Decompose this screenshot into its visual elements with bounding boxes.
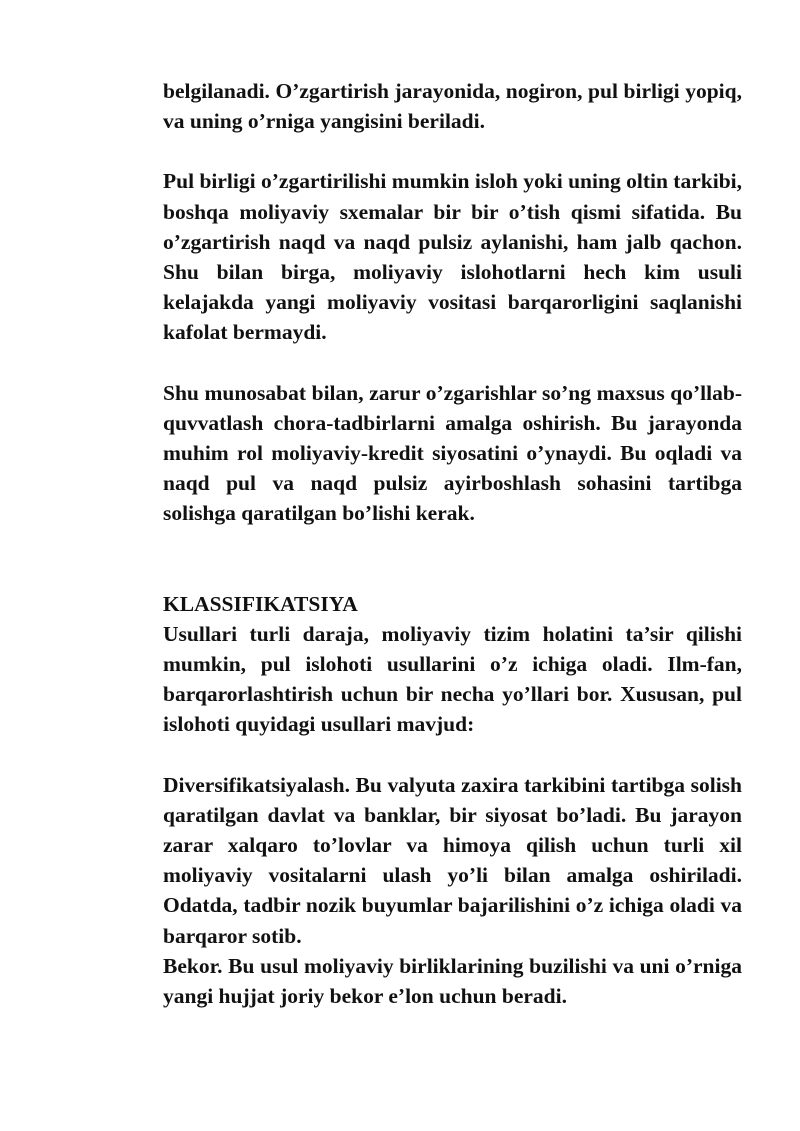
section-heading: KLASSIFIKATSIYA (163, 591, 358, 616)
section-spacer (163, 529, 742, 589)
paragraph-3: Shu munosabat bilan, zarur o’zgarishlar so’ng maxsus qo’llab-quvvatlash chora-tadbirlarni amalga oshirish. Bu jarayonda muhim rol moliyaviy-kredit siyosatini o’ynaydi. Bu oqladi va naqd pul va naqd pulsiz ayirboshlash sohasini tartibga solishga qaratilgan bo’lishi kerak. (163, 380, 742, 526)
method-paragraph-cancellation: Bekor. Bu usul moliyaviy birliklarining buzilishi va uni o’rniga yangi hujjat joriy bekor e’lon uchun beradi. (163, 953, 742, 1009)
document-page (163, 76, 742, 1011)
paragraph-1: belgilanadi. O’zgartirish jarayonida, nogiron, pul birligi yopiq, va uning o’rniga yangisini beriladi. (163, 79, 742, 134)
paragraph-2: Pul birligi o’zgartirilishi mumkin isloh yoki uning oltin tarkibi, boshqa moliyaviy sxemalar bir bir o’tish qismi sifatida. Bu o’zgartirish naqd va naqd pulsiz aylanishi, ham jalb qachon. Shu bilan birga, moliyaviy islohotlarni hech kim usuli kelajakda yangi moliyaviy vositasi barqarorligini saqlanishi kafolat bermaydi. (163, 169, 742, 345)
paragraph-spacer (163, 740, 742, 770)
section-intro-paragraph: Usullari turli daraja, moliyaviy tizim holatini ta’sir qilishi mumkin, pul islohoti usullarini o’z ichiga oladi. Ilm-fan, barqarorlashtirish uchun bir necha yo’llari bor. Xususan, pul islohoti quyidagi usullari mavjud: (163, 621, 742, 737)
method-paragraph-diversification: Diversifikatsiyalash. Bu valyuta zaxira tarkibini tartibga solish qaratilgan davlat va banklar, bir siyosat bo’ladi. Bu jarayon zarar xalqaro to’lovlar va himoya qilish uchun turli xil moliyaviy vositalarni ulash yo’li bilan amalga oshiriladi. Odatda, tadbir nozik buyumlar bajarilishini o’z ichiga oladi va barqaror sotib. (163, 772, 742, 948)
paragraph-spacer (163, 136, 742, 166)
paragraph-spacer (163, 348, 742, 378)
